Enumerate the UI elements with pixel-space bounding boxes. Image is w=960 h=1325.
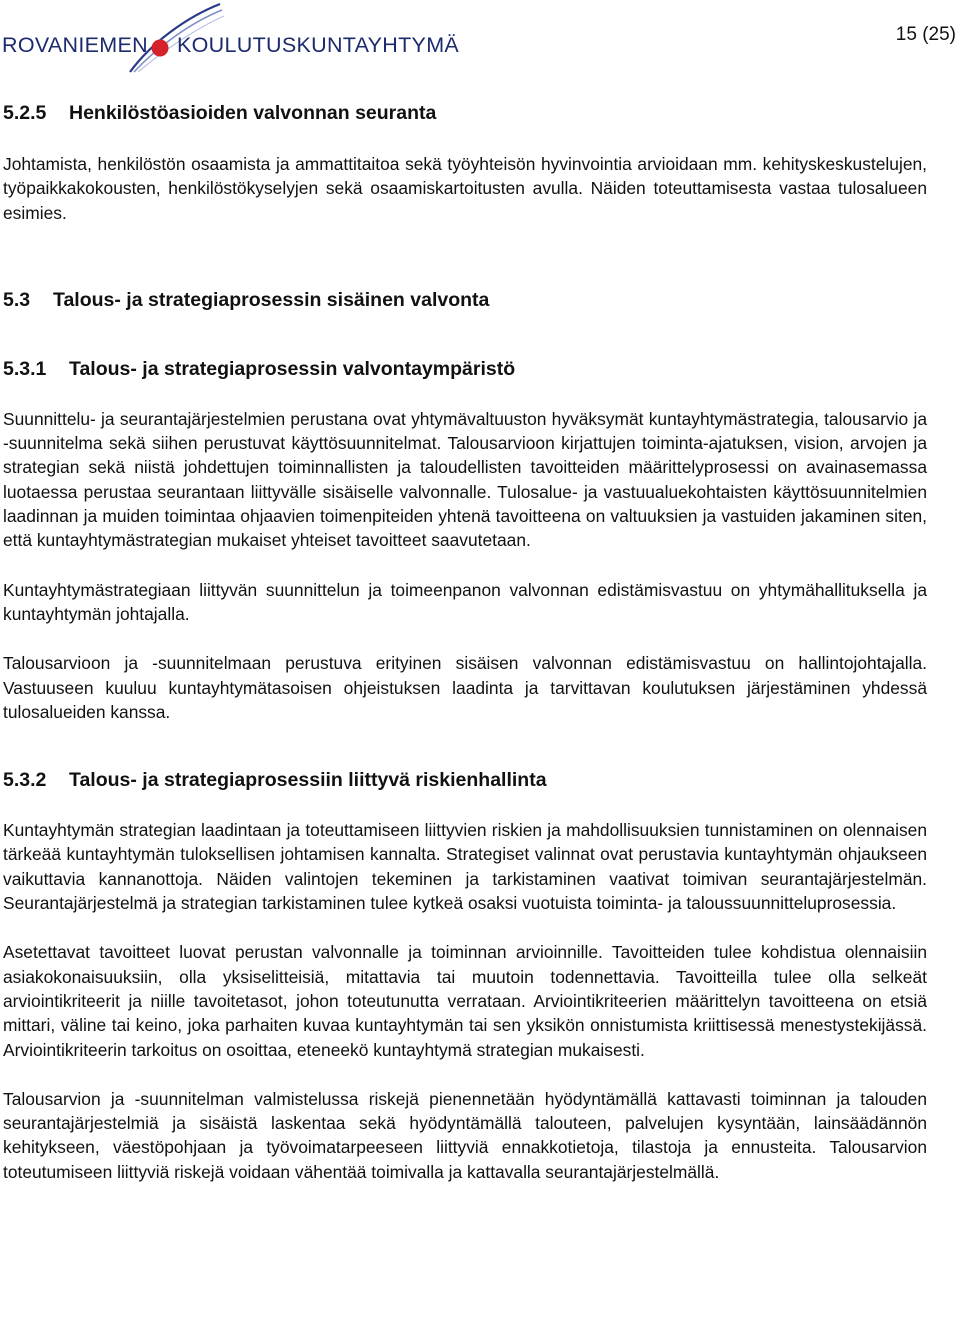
heading-number: 5.3 xyxy=(3,288,31,311)
heading-5-3 xyxy=(3,289,927,312)
paragraph: Suunnittelu- ja seurantajärjestelmien perustana ovat yhtymävaltuuston hyväksymät kuntayhtymästrategia, talousarvio ja -suunnitelma sekä siihen perustuvat käyttösuunnitelmat. Talousarvioon kirjattujen toiminta-ajatuksen, vision, arvojen ja strategian sekä niistä johdettujen toiminnallisten ja taloudellisten tavoitteiden määrittelyprosessi on avainasemassa luotaessa perustaa seurantaan liittyvälle sisäiselle valvonnalle. Tulosalue- ja vastuualuekohtaisten käyttösuunnitelmien laadinnan ja muiden toimintaa ohjaavien toimenpiteiden yhtenä tavoitteena on valtuuksien ja vastuiden jakaminen siten, että kuntayhtymästrategian mukaiset yhteiset tavoitteet saavutetaan. xyxy=(3,408,927,551)
heading-5-3-2 xyxy=(3,769,927,792)
heading-number: 5.3.1 xyxy=(3,357,47,380)
logo-red-dot-icon xyxy=(152,40,169,57)
heading-title: Talous- ja strategiaprosessin sisäinen valvonta xyxy=(53,288,490,311)
heading-number: 5.3.2 xyxy=(3,769,47,792)
paragraph: Asetettavat tavoitteet luovat perustan valvonnalle ja toiminnan arvioinnille. Tavoitteiden tulee kohdistua olennaisiin asiakokonaisuuksiin, olla yksiselitteisiä, mitattavia tai muutoin todennettavia. Tavoitteilla tulee olla selkeät arviointikriteerit ja niille tavoitetasot, johon toteutunutta verrataan. Arviointikriteerien määrittelyn tavoitteena on etsiä mittari, väline tai keino, joka parhaiten kuvaa kuntayhtymän tai sen yksikön onnistumista kriittisessä menestystekijässä. Arviointikriteerin tarkoitus on osoittaa, eteneekö kuntayhtymä strategian mukaisesti. xyxy=(3,942,927,1060)
logo-text-rovaniemen: ROVANIEMEN xyxy=(2,33,148,57)
heading-title: Talous- ja strategiaprosessiin liittyvä riskienhallinta xyxy=(69,769,547,792)
paragraph: Kuntayhtymästrategiaan liittyvän suunnittelun ja toimeenpanon valvonnan edistämisvastuu on yhtymähallituksella ja kuntayhtymän johtajalla. xyxy=(3,579,927,624)
page-number: 15 (25) xyxy=(895,24,956,45)
document-body xyxy=(3,102,927,1184)
logo-text-koulutuskuntayhtyma: KOULUTUSKUNTAYHTYMÄ xyxy=(177,33,460,57)
heading-title: Talous- ja strategiaprosessin valvontaympäristö xyxy=(69,357,516,380)
paragraph: Talousarvioon ja -suunnitelmaan perustuva erityinen sisäisen valvonnan edistämisvastuu on hallintojohtajalla. Vastuuseen kuuluu kuntayhtymätasoisen ohjeistuksen laadinta ja tarvittavan koulutuksen järjestäminen yhdessä tulosalueiden kanssa. xyxy=(3,653,927,722)
heading-5-2-5 xyxy=(3,102,927,125)
organization-logo xyxy=(2,2,460,78)
heading-5-3-1 xyxy=(3,358,927,381)
paragraph: Kuntayhtymän strategian laadintaan ja toteuttamiseen liittyvien riskien ja mahdollisuuksien tunnistaminen on olennaisen tärkeää kuntayhtymän tuloksellisen johtamisen kannalta. Strategiset valinnat ovat perustavia kuntayhtymän ohjaukseen vaikuttavia kannanottoja. Näiden valintojen tekeminen ja tarkistaminen vaativat toimivan seurantajärjestelmän. Seurantajärjestelmä ja strategian tarkistaminen tulee kytkeä osaksi vuotuista toiminta- ja taloussuunnitteluprosessia. xyxy=(3,820,927,914)
page-header xyxy=(0,0,960,80)
heading-title: Henkilöstöasioiden valvonnan seuranta xyxy=(69,102,437,124)
paragraph: Talousarvion ja -suunnitelman valmistelussa riskejä pienennetään hyödyntämällä kattavasti toiminnan ja talouden seurantajärjestelmiä ja sisäistä laskentaa sekä hyödyntämällä talouteen, palvelujen kysyntään, lainsäädännön kehitykseen, väestöpohjaan ja työvoimatarpeeseen liittyviä ennakkotietoja, tilastoja ja ennusteita. Talousarvion toteutumiseen liittyviä riskejä voidaan vähentää toimivalla ja kattavalla seurantajärjestelmällä. xyxy=(3,1088,927,1182)
paragraph: Johtamista, henkilöstön osaamista ja ammattitaitoa sekä työyhteisön hyvinvointia arvioidaan mm. kehityskeskustelujen, työpaikkakokousten, henkilöstökyselyjen sekä osaamiskartoitusten avulla. Näiden toteuttamisesta vastaa tulosalueen esimies. xyxy=(3,154,927,223)
heading-number: 5.2.5 xyxy=(3,102,47,124)
